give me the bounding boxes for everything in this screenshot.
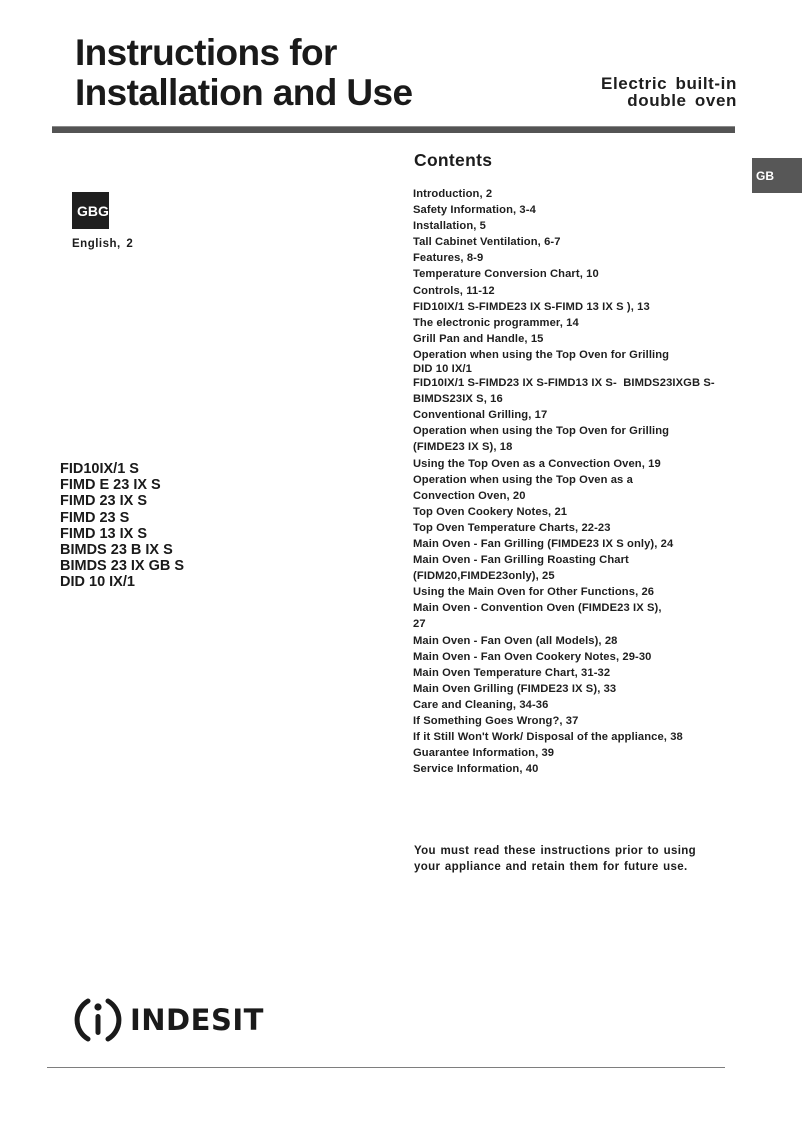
- toc-item: BIMDS23IX S, 16: [413, 393, 503, 406]
- toc-item: (FIMDE23 IX S), 18: [413, 441, 513, 454]
- toc-item: Care and Cleaning, 34-36: [413, 698, 549, 711]
- toc-item: Tall Cabinet Ventilation, 6-7: [413, 236, 561, 249]
- toc-item: Grill Pan and Handle, 15: [413, 332, 544, 345]
- toc-item: Using the Main Oven for Other Functions, 26: [413, 586, 655, 599]
- model-item: FIMD 23 IX S: [60, 493, 148, 510]
- model-item: FIMD 13 IX S: [60, 525, 148, 542]
- brand-logo: [74, 995, 264, 1045]
- product-type: [601, 75, 737, 109]
- product-type-line-2: double oven: [627, 91, 737, 110]
- toc-item: Main Oven - Convention Oven (FIMDE23 IX S),: [413, 602, 662, 615]
- language-tab-gb: GB: [752, 158, 802, 193]
- toc-item: (FIDM20,FIMDE23only), 25: [413, 570, 555, 583]
- toc-item: Service Information, 40: [413, 763, 539, 776]
- model-item: DID 10 IX/1: [60, 574, 135, 591]
- language-badge: GBG: [72, 192, 109, 229]
- model-item: FIMD 23 S: [60, 509, 130, 526]
- product-type-line-1: Electric built-in: [601, 74, 737, 93]
- toc-item: 27: [413, 618, 426, 631]
- title-line-2: Installation and Use: [75, 72, 413, 113]
- toc-item: Main Oven - Fan Grilling Roasting Chart: [413, 554, 629, 567]
- toc-item: Operation when using the Top Oven for Grilling: [413, 425, 670, 438]
- model-item: FID10IX/1 S: [60, 461, 139, 477]
- toc-item: Controls, 11-12: [413, 284, 495, 297]
- toc-item: Main Oven - Fan Oven Cookery Notes, 29-30: [413, 650, 652, 663]
- table-of-contents: [413, 186, 753, 777]
- toc-item: Operation when using the Top Oven for Grilling: [413, 348, 670, 361]
- toc-item: Introduction, 2: [413, 188, 493, 200]
- header-divider: [52, 126, 735, 133]
- notice-line-2: your appliance and retain them for future use.: [414, 861, 688, 873]
- toc-item: The electronic programmer, 14: [413, 316, 579, 329]
- toc-item: Installation, 5: [413, 220, 486, 233]
- toc-item: Top Oven Temperature Charts, 22-23: [413, 521, 611, 534]
- toc-item: Guarantee Information, 39: [413, 747, 555, 760]
- toc-item: Main Oven Temperature Chart, 31-32: [413, 666, 611, 679]
- indesit-i-logo-icon: [74, 995, 122, 1045]
- toc-item: Convection Oven, 20: [413, 489, 526, 502]
- model-item: BIMDS 23 IX GB S: [60, 558, 185, 575]
- toc-item: If Something Goes Wrong?, 37: [413, 715, 579, 727]
- document-title: [75, 33, 413, 113]
- toc-item: Main Oven Grilling (FIMDE23 IX S), 33: [413, 682, 617, 695]
- model-item: BIMDS 23 B IX S: [60, 542, 173, 559]
- toc-item: Temperature Conversion Chart, 10: [413, 268, 599, 281]
- toc-item: Main Oven - Fan Oven (all Models), 28: [413, 634, 618, 647]
- toc-item: Operation when using the Top Oven as a: [413, 473, 633, 486]
- toc-item: FID10IX/1 S-FIMD23 IX S-FIMD13 IX S- BIMDS23IXGB S-: [413, 377, 715, 390]
- toc-item: Top Oven Cookery Notes, 21: [413, 505, 568, 518]
- read-instructions-notice: [414, 843, 696, 875]
- notice-line-1: You must read these instructions prior to using: [414, 845, 697, 857]
- toc-item: Using the Top Oven as a Convection Oven, 19: [413, 457, 661, 470]
- toc-item: If it Still Won't Work/ Disposal of the appliance, 38: [413, 731, 683, 744]
- toc-item: DID 10 IX/1: [413, 363, 472, 376]
- toc-item: Features, 8-9: [413, 252, 484, 265]
- model-list: [60, 461, 184, 591]
- toc-item: Conventional Grilling, 17: [413, 409, 548, 422]
- brand-name: INDESIT: [130, 1003, 264, 1037]
- language-index-english: English, 2: [72, 238, 134, 250]
- toc-item: FID10IX/1 S-FIMDE23 IX S-FIMD 13 IX S ), 13: [413, 300, 650, 313]
- footer-divider: [47, 1067, 725, 1068]
- toc-item: Main Oven - Fan Grilling (FIMDE23 IX S only), 24: [413, 537, 674, 550]
- model-item: FIMD E 23 IX S: [60, 477, 161, 494]
- contents-heading: Contents: [414, 150, 493, 170]
- title-line-1: Instructions for: [75, 32, 337, 73]
- toc-item: Safety Information, 3-4: [413, 204, 536, 217]
